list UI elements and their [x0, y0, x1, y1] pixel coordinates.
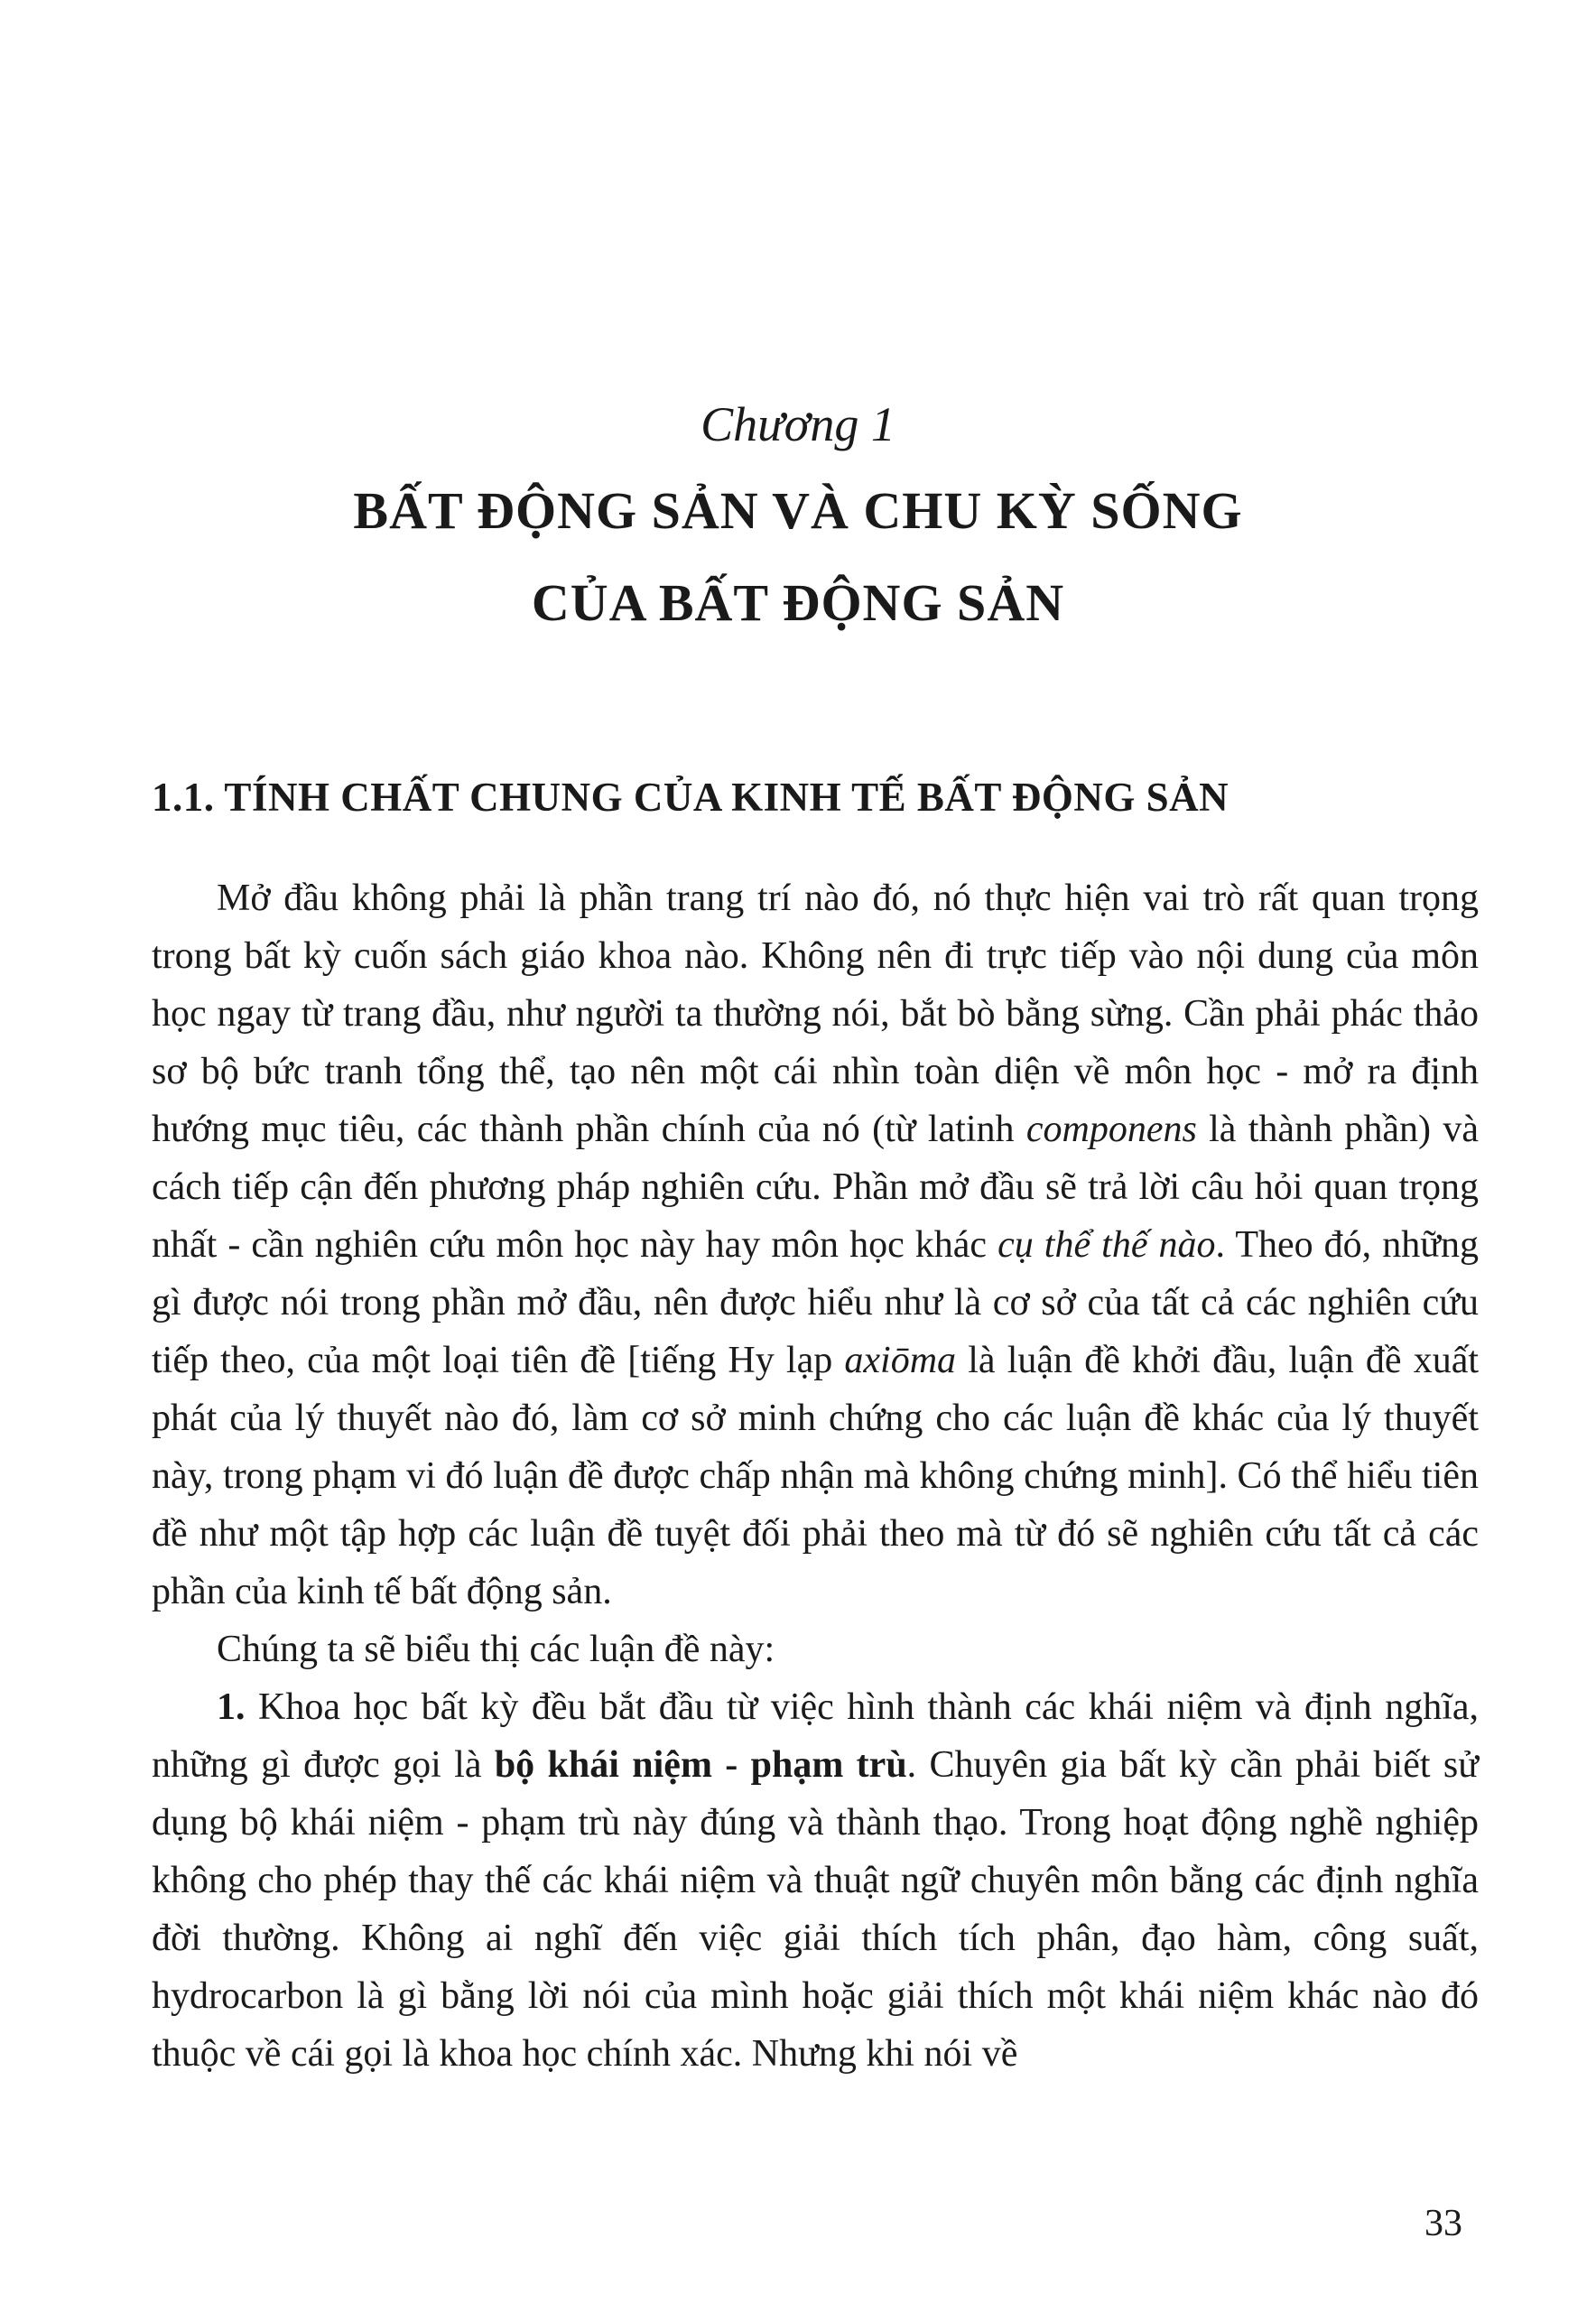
paragraph-intro: [152, 869, 1479, 1621]
paragraph-list-intro: Chúng ta sẽ biểu thị các luận đề này:: [217, 1629, 775, 1670]
paragraph-point-1: [152, 1678, 1479, 2083]
text-run: . Theo đó, những gì được nói trong phần mở đầu, nên được hiểu như là cơ sở của tất cả các nghiên cứu tiếp theo, của một loại tiên đề [tiếng Hy lạp: [152, 1224, 1479, 1381]
page-number: 33: [1424, 2203, 1462, 2244]
chapter-title-line-1: BẤT ĐỘNG SẢN VÀ CHU KỲ SỐNG: [353, 481, 1243, 540]
list-number: 1.: [217, 1686, 246, 1728]
section-heading: 1.1. TÍNH CHẤT CHUNG CỦA KINH TẾ BẤT ĐỘNG SẢN: [152, 775, 1229, 820]
text-run: là luận đề khởi đầu, luận đề xuất phát của lý thuyết nào đó, làm cơ sở minh chứng cho các luận đề khác của lý thuyết này, trong phạm vi đó luận đề được chấp nhận mà không chứng minh]. Có thể hiểu tiên đề như một tập hợp các luận đề tuyệt đối phải theo mà từ đó sẽ nghiên cứu tất cả các phần của kinh tế bất động sản.: [152, 1340, 1480, 1612]
text-run: Khoa học bất kỳ đều bắt đầu từ việc hình thành các khái niệm và định nghĩa, những gì được gọi là: [152, 1686, 1479, 1786]
italic-phrase: cụ thể thế nào: [998, 1224, 1216, 1266]
bold-term: bộ khái niệm - phạm trù: [494, 1744, 907, 1786]
italic-term-axioma: axiōma: [844, 1340, 957, 1381]
chapter-label: Chương 1: [701, 397, 895, 451]
text-run: Mở đầu không phải là phần trang trí nào đó, nó thực hiện vai trò rất quan trọng trong bất kỳ cuốn sách giáo khoa nào. Không nên đi trực tiếp vào nội dung của môn học ngay từ trang đầu, như người ta thường nói, bắt bò bằng sừng. Cần phải phác thảo sơ bộ bức tranh tổng thể, tạo nên một cái nhìn toàn diện về môn học - mở ra định hướng mục tiêu, các thành phần chính của nó (từ latinh: [152, 878, 1479, 1150]
body-text: [152, 869, 1479, 2083]
italic-term-componens: componens: [1025, 1109, 1197, 1150]
chapter-title-line-2: CỦA BẤT ĐỘNG SẢN: [531, 573, 1065, 632]
chapter-title: [0, 465, 1596, 649]
text-run: là thành phần) và cách tiếp cận đến phương pháp nghiên cứu. Phần mở đầu sẽ trả lời câu hỏi quan trọng nhất - cần nghiên cứu môn học này hay môn học khác: [152, 1109, 1479, 1266]
text-run: . Chuyên gia bất kỳ cần phải biết sử dụng bộ khái niệm - phạm trù này đúng và thành thạo. Trong hoạt động nghề nghiệp không cho phép thay thế các khái niệm và thuật ngữ chuyên môn bằng các định nghĩa đời thường. Không ai nghĩ đến việc giải thích tích phân, đạo hàm, công suất, hydrocarbon là gì bằng lời nói của mình hoặc giải thích một khái niệm khác nào đó thuộc về cái gọi là khoa học chính xác. Nhưng khi nói về: [152, 1744, 1479, 2075]
